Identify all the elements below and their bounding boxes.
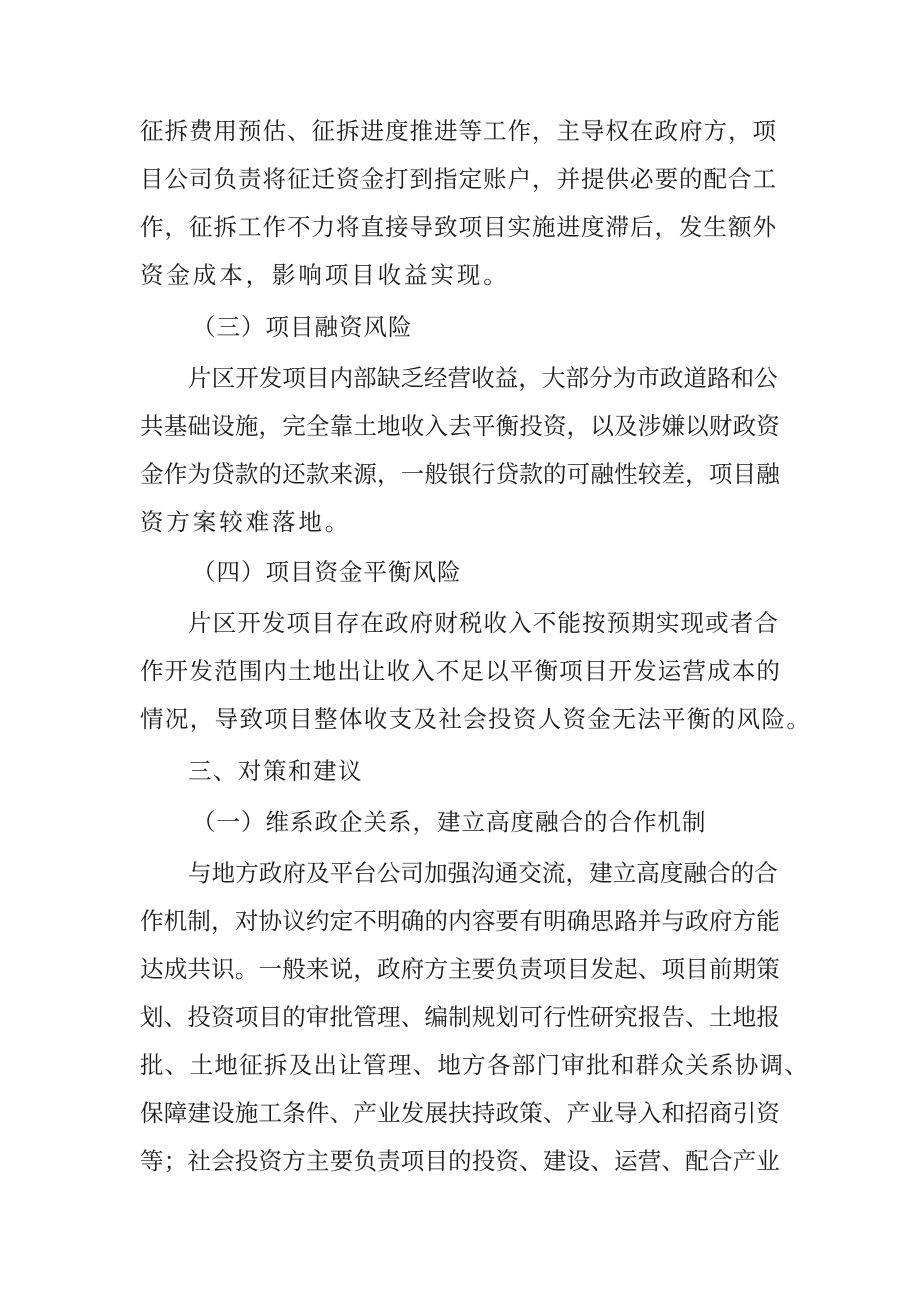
paragraph-line: 金 作 为 贷 款 的 还 款 来 源 ， 一 般 银 行 贷 款 的 可 融 性 较 差 ， 项 目 融	[140, 460, 780, 488]
paragraph-line: 达 成 共 识 。 一 般 来 说 ， 政 府 方 主 要 负 责 项 目 发 起 、 项 目 前 期 策	[140, 955, 780, 983]
paragraph-line: 与 地 方 政 府 及 平 台 公 司 加 强 沟 通 交 流 ， 建 立 高 度 融 合 的 合	[188, 859, 778, 887]
subsection-heading: （一）维系政企关系，建立高度融合的合作机制	[192, 808, 707, 836]
paragraph-line: 目 公 司 负 责 将 征 迁 资 金 打 到 指 定 账 户 ， 并 提 供 必 要 的 配 合 工	[140, 165, 776, 193]
paragraph-line: 作 ， 征 拆 工 作 不 力 将 直 接 导 致 项 目 实 施 进 度 滞 后 ， 发 生 额 外	[140, 213, 776, 241]
section-heading: （三）项目融资风险	[192, 313, 413, 341]
paragraph-line: 批 、 土 地 征 拆 及 出 让 管 理 、 地 方 各 部 门 审 批 和 群 众 关 系 协 调 、	[140, 1051, 808, 1079]
paragraph-line: 作 开 发 范 围 内 土 地 出 让 收 入 不 足 以 平 衡 项 目 开 发 运 营 成 本 的	[140, 657, 780, 685]
paragraph-line: 情 况 ， 导 致 项 目 整 体 收 支 及 社 会 投 资 人 资 金 无 法 平 衡 的 风 险 。	[140, 705, 810, 733]
paragraph-line: 资金成本，影响项目收益实现。	[140, 261, 510, 289]
paragraph-line: 作 机 制 ， 对 协 议 约 定 不 明 确 的 内 容 要 有 明 确 思 路 并 与 政 府 方 能	[140, 907, 780, 935]
paragraph-line: 征 拆 费 用 预 估 、 征 拆 进 度 推 进 等 工 作 ， 主 导 权 在 政 府 方 ， 项	[140, 117, 776, 145]
paragraph-line: 资方案较难落地。	[140, 508, 352, 536]
paragraph-line: 共 基 础 设 施 ， 完 全 靠 土 地 收 入 去 平 衡 投 资 ， 以 及 涉 嫌 以 财 政 资	[140, 412, 780, 440]
section-heading: （四）项目资金平衡风险	[192, 558, 462, 586]
paragraph-line: 片 区 开 发 项 目 存 在 政 府 财 税 收 入 不 能 按 预 期 实 现 或 者 合	[188, 609, 778, 637]
paragraph-line: 等 ； 社 会 投 资 方 主 要 负 责 项 目 的 投 资 、 建 设 、 运 营 、 配 合 产 业	[140, 1147, 780, 1175]
section-heading: 三、对策和建议	[188, 757, 363, 785]
paragraph-line: 划 、 投 资 项 目 的 审 批 管 理 、 编 制 规 划 可 行 性 研 究 报 告 、 土 地 报	[140, 1003, 780, 1031]
paragraph-line: 保 障 建 设 施 工 条 件 、 产 业 发 展 扶 持 政 策 、 产 业 导 入 和 招 商 引 资	[140, 1099, 780, 1127]
paragraph-line: 片 区 开 发 项 目 内 部 缺 乏 经 营 收 益 ， 大 部 分 为 市 政 道 路 和 公	[188, 364, 778, 392]
